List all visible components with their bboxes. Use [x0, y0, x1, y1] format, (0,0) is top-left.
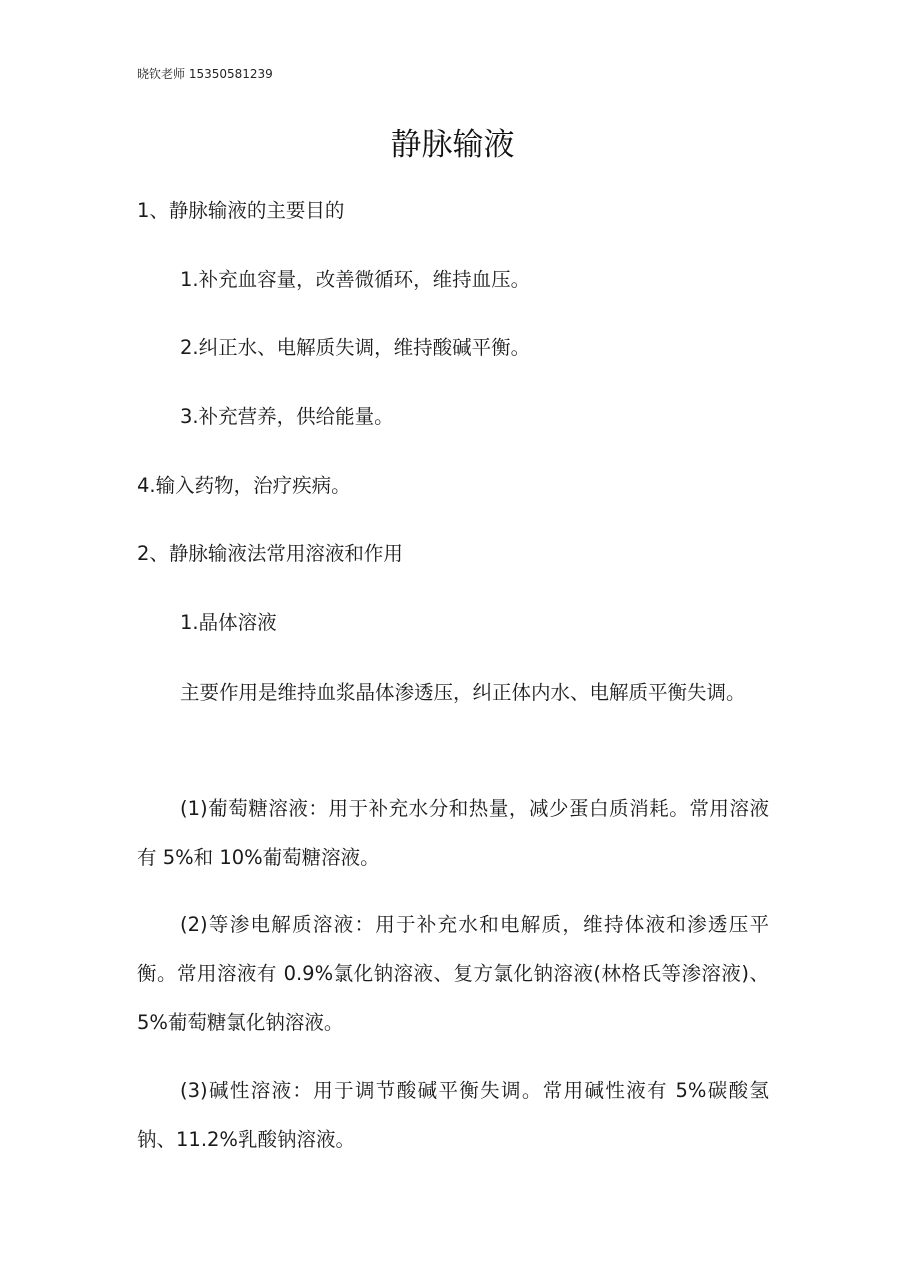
document-title: 静脉输液 [390, 127, 515, 163]
paragraph-alkaline-solution: (3)碱性溶液：用于调节酸碱平衡失调。常用碱性液有 5%碳酸氢钠、11.2%乳酸钠溶液。 [137, 1079, 769, 1151]
section-1-item-3: 3.补充营养，供给能量。 [180, 405, 394, 428]
section-1-item-1: 1.补充血容量，改善微循环，维持血压。 [180, 268, 531, 291]
section-1-item-2: 2.纠正水、电解质失调，维持酸碱平衡。 [180, 336, 531, 359]
paragraph-glucose-solution: (1)葡萄糖溶液：用于补充水分和热量，减少蛋白质消耗。常用溶液有 5%和 10%葡萄糖溶液。 [137, 797, 769, 869]
paragraph-crystalloid-purpose: 主要作用是维持血浆晶体渗透压，纠正体内水、电解质平衡失调。 [180, 681, 746, 704]
section-1-heading: 1、静脉输液的主要目的 [137, 199, 345, 222]
page-header-author: 晓钦老师 15350581239 [137, 67, 273, 81]
paragraph-isotonic-electrolyte: (2)等渗电解质溶液：用于补充水和电解质，维持体液和渗透压平衡。常用溶液有 0.9%氯化钠溶液、复方氯化钠溶液(林格氏等渗溶液)、5%葡萄糖氯化钠溶液。 [137, 913, 769, 1034]
section-2-heading: 2、静脉输液法常用溶液和作用 [137, 542, 403, 565]
section-1-item-4: 4.输入药物，治疗疾病。 [137, 474, 351, 497]
section-2-subheading-crystalloid: 1.晶体溶液 [180, 611, 277, 634]
